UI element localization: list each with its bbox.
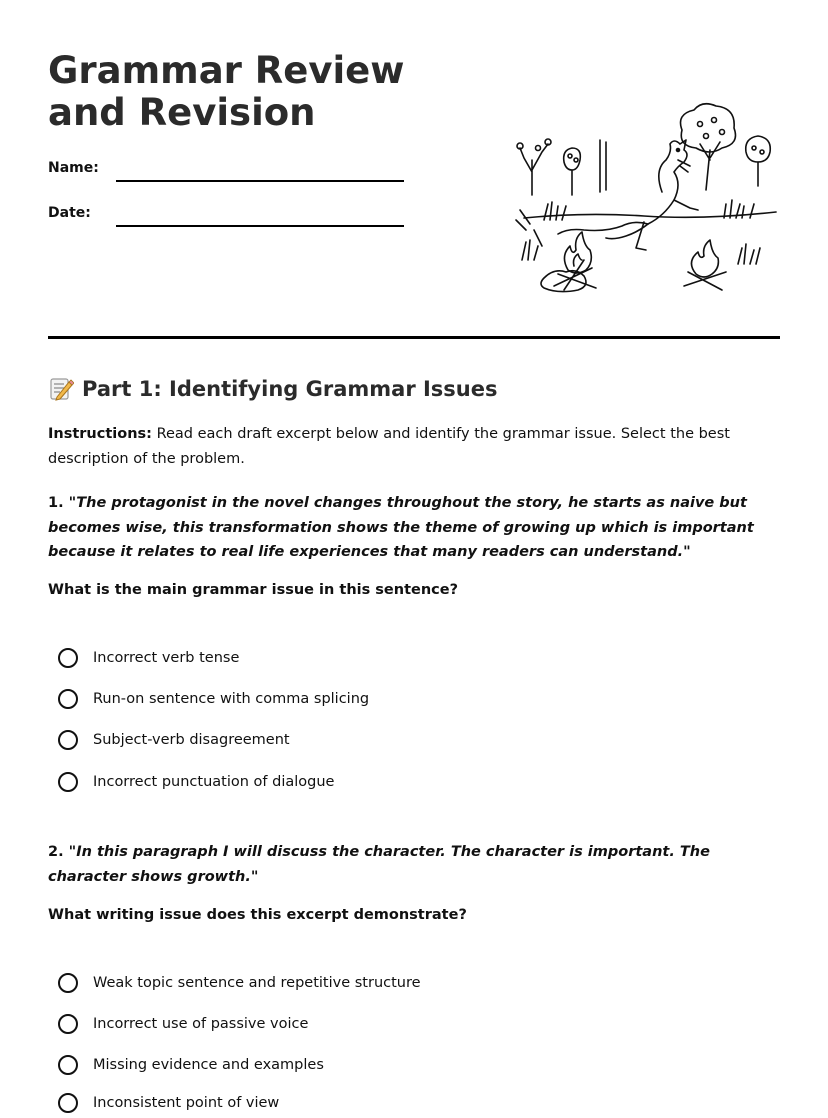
question-2-option-2[interactable] (58, 1011, 308, 1037)
question-1-option-1[interactable] (58, 645, 239, 671)
option-label: Weak topic sentence and repetitive structure (93, 975, 421, 991)
radio-button[interactable] (58, 1014, 78, 1034)
question-1-quote: "The protagonist in the novel changes throughout the story, he starts as naive but becomes wise, this transformation shows the theme of growing up which is important because it relates to real life experiences that many readers can understand." (48, 495, 754, 560)
option-label: Inconsistent point of view (93, 1095, 280, 1111)
question-2-option-3[interactable] (58, 1052, 324, 1078)
question-2-quote: "In this paragraph I will discuss the character. The character is important. The character shows growth." (48, 844, 710, 885)
option-label: Incorrect use of passive voice (93, 1016, 309, 1032)
instructions-label: Instructions: (48, 426, 152, 442)
option-label: Subject-verb disagreement (93, 732, 290, 748)
part1-title-text: Part 1: Identifying Grammar Issues (82, 377, 498, 401)
question-1-option-4[interactable] (58, 769, 334, 795)
radio-button[interactable] (58, 772, 78, 792)
instructions (48, 422, 783, 472)
radio-button[interactable] (58, 689, 78, 709)
radio-button[interactable] (58, 648, 78, 668)
section-divider (48, 336, 780, 339)
date-field[interactable] (116, 225, 404, 227)
question-2-prompt: What writing issue does this excerpt demonstrate? (48, 907, 467, 923)
question-1-option-2[interactable] (58, 686, 369, 712)
question-1-excerpt (48, 491, 783, 565)
memo-icon (48, 376, 74, 402)
radio-button[interactable] (58, 730, 78, 750)
radio-button[interactable] (58, 1055, 78, 1075)
name-label: Name: (48, 160, 99, 176)
question-2-option-4[interactable] (58, 1090, 279, 1116)
date-label: Date: (48, 205, 91, 221)
question-1-option-3[interactable] (58, 727, 290, 753)
question-1-prompt: What is the main grammar issue in this sentence? (48, 582, 459, 598)
radio-button[interactable] (58, 973, 78, 993)
page-title: Grammar Review and Revision (48, 49, 405, 134)
radio-button[interactable] (58, 1093, 78, 1113)
part1-title (48, 374, 498, 404)
question-2-number: 2. (48, 844, 64, 860)
question-1-number: 1. (48, 495, 64, 511)
instructions-text: Read each draft excerpt below and identify the grammar issue. Select the best description of the problem. (48, 426, 730, 467)
question-2-option-1[interactable] (58, 970, 421, 996)
option-label: Incorrect verb tense (93, 650, 240, 666)
question-2-excerpt (48, 840, 783, 889)
kangaroo-campfire-illustration (514, 100, 780, 300)
option-label: Missing evidence and examples (93, 1057, 324, 1073)
option-label: Incorrect punctuation of dialogue (93, 774, 335, 790)
name-field[interactable] (116, 180, 404, 182)
option-label: Run-on sentence with comma splicing (93, 691, 370, 707)
